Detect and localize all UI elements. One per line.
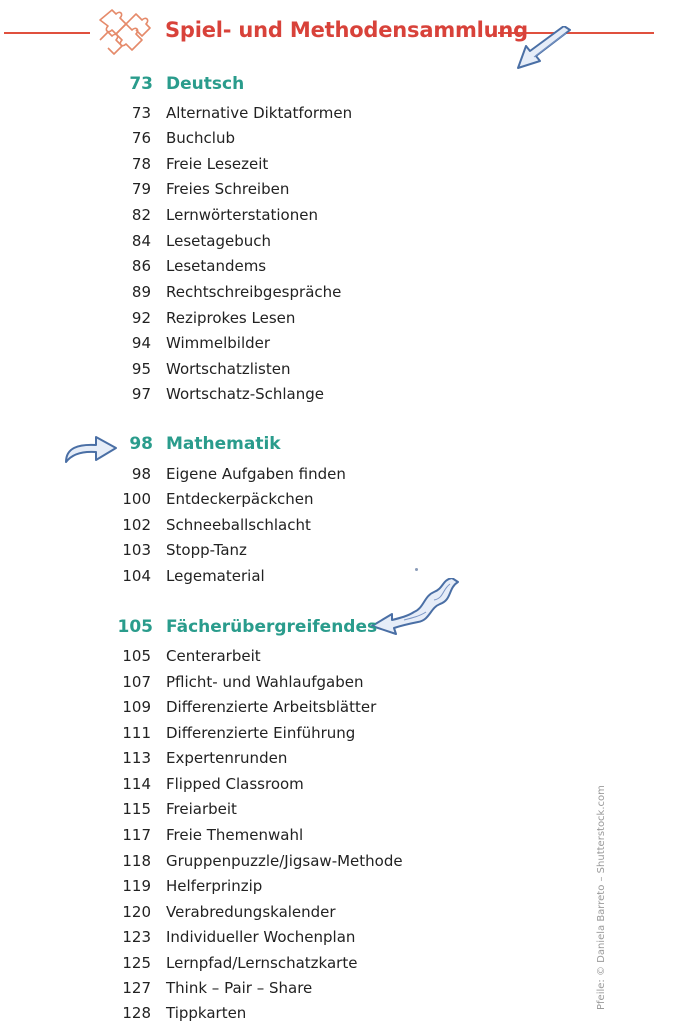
toc-entry: [0, 180, 690, 202]
entry-page-number: 98: [131, 465, 151, 483]
entry-page-number: 115: [122, 800, 151, 818]
entry-title: Centerarbeit: [166, 647, 261, 665]
entry-page-number: 103: [122, 541, 151, 559]
toc-entry: [0, 698, 690, 720]
entry-page-number: 114: [122, 775, 151, 793]
entry-page-number: 119: [122, 877, 151, 895]
entry-title: Gruppenpuzzle/Jigsaw-Methode: [166, 852, 403, 870]
entry-page-number: 117: [122, 826, 151, 844]
entry-page-number: 84: [131, 232, 151, 250]
entry-title: Buchclub: [166, 129, 235, 147]
entry-title: Lernpfad/Lernschatzkarte: [166, 954, 358, 972]
toc-entry: [0, 155, 690, 177]
entry-title: Verabredungskalender: [166, 903, 336, 921]
toc-entry: [0, 903, 690, 925]
entry-title: Expertenrunden: [166, 749, 288, 767]
entry-page-number: 109: [122, 698, 151, 716]
entry-page-number: 76: [131, 129, 151, 147]
entry-page-number: 89: [131, 283, 151, 301]
entry-page-number: 123: [122, 928, 151, 946]
toc-entry: [0, 232, 690, 254]
entry-title: Reziprokes Lesen: [166, 309, 296, 327]
toc-entry: [0, 567, 690, 589]
entry-page-number: 86: [131, 257, 151, 275]
entry-title: Entdeckerpäckchen: [166, 490, 314, 508]
section-title: Fächerübergreifendes: [166, 617, 378, 637]
toc-entry: [0, 647, 690, 669]
entry-title: Rechtschreibgespräche: [166, 283, 342, 301]
page-title: Spiel- und Methodensammlung: [165, 18, 529, 42]
toc-entry: [0, 257, 690, 279]
entry-page-number: 94: [131, 334, 151, 352]
header-rule-left: [4, 32, 90, 34]
entry-title: Lesetandems: [166, 257, 267, 275]
section-page-number: 73: [129, 74, 153, 94]
entry-page-number: 105: [122, 647, 151, 665]
arrow-down-left-icon: [514, 26, 576, 74]
toc-entry: [0, 206, 690, 228]
entry-title: Pflicht- und Wahlaufgaben: [166, 673, 364, 691]
toc-entry: [0, 954, 690, 976]
toc-entry: [0, 724, 690, 746]
entry-title: Wimmelbilder: [166, 334, 271, 352]
entry-page-number: 128: [122, 1004, 151, 1022]
entry-title: Wortschatzlisten: [166, 360, 291, 378]
entry-page-number: 104: [122, 567, 151, 585]
entry-title: Freie Themenwahl: [166, 826, 304, 844]
entry-title: Eigene Aufgaben finden: [166, 465, 346, 483]
entry-title: Differenzierte Einführung: [166, 724, 356, 742]
entry-title: Alternative Diktatformen: [166, 104, 353, 122]
image-credit: Pfeile: © Daniela Barreto – Shutterstock.com: [596, 785, 607, 1010]
entry-page-number: 78: [131, 155, 151, 173]
entry-title: Freiarbeit: [166, 800, 237, 818]
toc-entry: [0, 129, 690, 151]
entry-title: Legematerial: [166, 567, 265, 585]
entry-page-number: 125: [122, 954, 151, 972]
toc-entry: [0, 465, 690, 487]
entry-title: Think – Pair – Share: [166, 979, 313, 997]
entry-page-number: 82: [131, 206, 151, 224]
entry-title: Schneeballschlacht: [166, 516, 311, 534]
toc-entry: [0, 826, 690, 848]
toc-entry: [0, 877, 690, 899]
toc-entry: [0, 360, 690, 382]
entry-title: Helferprinzip: [166, 877, 263, 895]
toc-entry: [0, 516, 690, 538]
section-page-number: 105: [117, 617, 153, 637]
entry-title: Freies Schreiben: [166, 180, 290, 198]
section-page-number: 98: [129, 434, 153, 454]
entry-title: Tippkarten: [166, 1004, 247, 1022]
toc-entry: [0, 334, 690, 356]
toc-entry: [0, 490, 690, 512]
section-heading-deutsch: [0, 74, 690, 98]
toc-entry: [0, 541, 690, 563]
puzzle-icon: [94, 2, 154, 62]
section-heading-mathematik: [0, 434, 690, 458]
toc-entry: [0, 749, 690, 771]
entry-page-number: 127: [122, 979, 151, 997]
toc-entry: [0, 928, 690, 950]
toc-entry: [0, 283, 690, 305]
entry-page-number: 100: [122, 490, 151, 508]
entry-page-number: 113: [122, 749, 151, 767]
entry-page-number: 118: [122, 852, 151, 870]
entry-title: Freie Lesezeit: [166, 155, 269, 173]
section-title: Deutsch: [166, 74, 245, 94]
entry-title: Flipped Classroom: [166, 775, 304, 793]
entry-page-number: 102: [122, 516, 151, 534]
entry-title: Individueller Wochenplan: [166, 928, 356, 946]
toc-entry: [0, 104, 690, 126]
section-title: Mathematik: [166, 434, 281, 454]
toc-entry: [0, 673, 690, 695]
entry-page-number: 111: [122, 724, 151, 742]
entry-page-number: 79: [131, 180, 151, 198]
entry-page-number: 95: [131, 360, 151, 378]
entry-title: Lesetagebuch: [166, 232, 271, 250]
section-heading-faecheruebergreifendes: [0, 617, 690, 641]
entry-page-number: 92: [131, 309, 151, 327]
toc-entry: [0, 775, 690, 797]
toc-entry: [0, 800, 690, 822]
toc-entry: [0, 385, 690, 407]
toc-entry: [0, 852, 690, 874]
entry-page-number: 97: [131, 385, 151, 403]
entry-title: Stopp-Tanz: [166, 541, 247, 559]
toc-entry: [0, 1004, 690, 1026]
entry-title: Lernwörterstationen: [166, 206, 318, 224]
entry-page-number: 73: [131, 104, 151, 122]
entry-page-number: 107: [122, 673, 151, 691]
entry-title: Differenzierte Arbeitsblätter: [166, 698, 377, 716]
entry-page-number: 120: [122, 903, 151, 921]
toc-entry: [0, 979, 690, 1001]
entry-title: Wortschatz-Schlange: [166, 385, 324, 403]
toc-entry: [0, 309, 690, 331]
